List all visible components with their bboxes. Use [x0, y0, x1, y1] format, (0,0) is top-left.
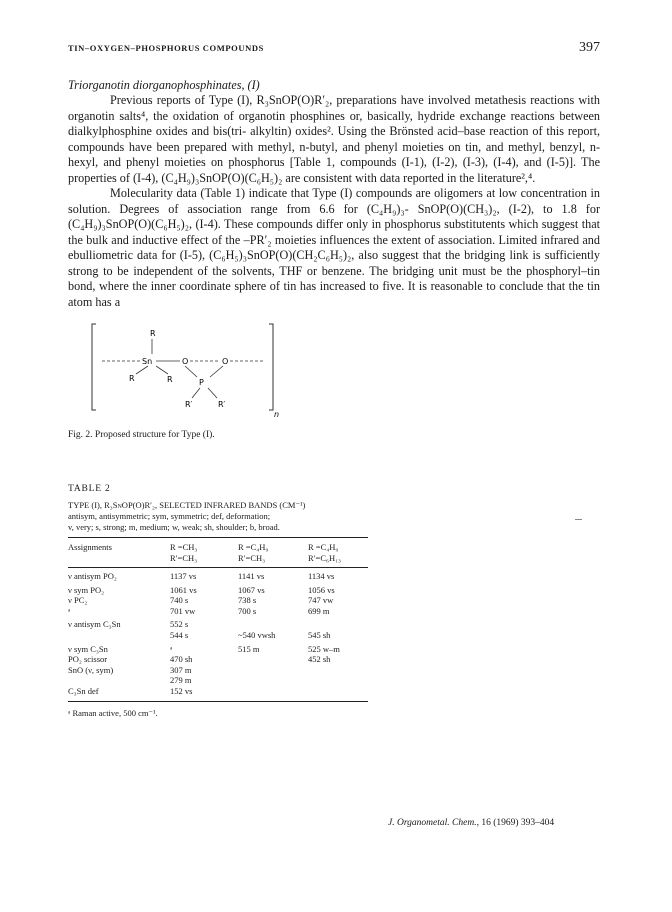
- label-r-left: R: [129, 374, 135, 383]
- paragraph-line: ebulliometric data for (I-5), (C₆H₅)₃SnOP(O)(CH₂C₆H₅)₂, also suggest that the: [68, 248, 461, 262]
- bond-p-r2: [208, 388, 217, 398]
- bond-p-r1: [192, 388, 200, 398]
- ir-table: [68, 537, 368, 702]
- paragraph-line: differ only in phosphorus substitutents which suggest that the bulk and inductive: [68, 217, 600, 247]
- bond-sn-r-mid: [156, 366, 168, 374]
- journal-citation: 16 (1969) 393–404: [481, 818, 555, 828]
- label-sn: Sn: [142, 357, 153, 366]
- running-title: TIN–OXYGEN–PHOSPHORUS COMPOUNDS: [68, 43, 264, 53]
- label-r-mid: R: [167, 375, 173, 384]
- page-number: 397: [579, 40, 600, 55]
- assignment-cell: C₃Sn def: [68, 685, 99, 696]
- header-col-1-r: R =CH₃: [170, 542, 198, 552]
- table-row: [68, 595, 368, 606]
- assignment-cell: ν PC₂: [68, 595, 88, 606]
- header-col-2-r: R =C₄H₉: [238, 542, 269, 552]
- running-head: [68, 40, 600, 56]
- table-title: [68, 500, 600, 511]
- assignment-cell: ν sym C₃Sn: [68, 643, 108, 654]
- band-cell: 1061 vs: [170, 584, 197, 595]
- assignment-cell: ᵃ: [68, 605, 71, 616]
- table-row: [68, 665, 368, 676]
- paragraph-line: Molecularity data (Table 1) indicate that Type (I) compounds are oligomers: [110, 186, 483, 200]
- band-cell: ᵃ: [170, 643, 173, 654]
- paragraph-2: [68, 186, 600, 310]
- figure-caption: Fig. 2. Proposed structure for Type (I).: [68, 430, 215, 440]
- header-col-3: [308, 542, 368, 564]
- table-note-2: v, very; s, strong; m, medium; w, weak; sh, shoulder; b, broad.: [68, 522, 280, 532]
- band-cell: 740 s: [170, 595, 189, 606]
- header-col-1: [170, 542, 238, 564]
- header-col-3-r: R =C₄H₉: [308, 542, 339, 552]
- bond-p-o: [210, 366, 223, 377]
- structure-diagram: [68, 314, 600, 430]
- label-r-prime2: R′: [218, 400, 226, 409]
- header-assignments: [68, 542, 170, 564]
- journal-name: J. Organometal. Chem.,: [388, 818, 479, 828]
- assignment-cell: ν sym PO₂: [68, 584, 105, 595]
- paragraph-line: The bridging unit must be the phosphoryl–tin bond, where the inner coordinate: [68, 263, 600, 293]
- header-col-2-rprime: R′=CH₃: [238, 553, 266, 563]
- paragraph-1: [68, 93, 600, 186]
- band-cell: 152 vs: [170, 685, 193, 696]
- band-cell: [238, 654, 308, 665]
- band-cell: 525 w–m: [308, 643, 340, 654]
- page: [68, 40, 600, 719]
- right-bracket: [269, 324, 273, 410]
- table-header-row: [68, 538, 368, 568]
- paragraph-line: bridging link is sufficiently strong to be independent of the solvents, THF or benzene.: [68, 248, 600, 278]
- band-cell: 747 vw: [308, 595, 334, 606]
- paragraph-line: alkyltin) oxides². Using the Brönsted acid–base reaction of this report, compounds: [68, 124, 601, 154]
- band-cell: 699 m: [308, 605, 330, 616]
- paragraph-line: with data reported in the literature²,⁴.: [355, 170, 536, 185]
- band-cell: 552 s: [170, 619, 189, 630]
- band-cell: 1067 vs: [238, 584, 265, 595]
- section-heading: Triorganotin diorganophosphinates, (I): [68, 78, 260, 92]
- band-cell: 544 s: [170, 629, 189, 640]
- table-row: [68, 606, 368, 617]
- label-p: P: [199, 378, 204, 387]
- assignment-cell: [68, 675, 170, 686]
- assignment-cell: ν antisym PO₂: [68, 571, 117, 581]
- table-row: [68, 675, 368, 686]
- table-footnote: ᵃ Raman active, 500 cm⁻¹.: [68, 707, 158, 718]
- band-cell: [238, 686, 308, 697]
- header-col-3-rprime: R′=C₆H₁₃: [308, 553, 342, 563]
- band-cell: 452 sh: [308, 654, 331, 665]
- margin-mark: [575, 519, 582, 520]
- band-cell: [308, 619, 368, 630]
- table-row: [68, 630, 368, 641]
- band-cell: [308, 675, 368, 686]
- table-row: [68, 571, 368, 582]
- band-cell: 545 sh: [308, 629, 331, 640]
- label-r-prime1: R′: [185, 400, 193, 409]
- paragraph-line: (I-3), (I-4), and (I-5)]. The properties of (I-4), (C₄H₉)₃SnOP(O)(C₆H₅)₂ are consistent: [68, 155, 601, 185]
- table-note-1: antisym, antisymmetric; sym, symmetric; def, deformation;: [68, 511, 271, 521]
- paragraph-line: sphere of tin has increased to five. It is reasonable to conclude that the tin atom has a: [68, 279, 600, 309]
- label-r-top: R: [150, 329, 156, 338]
- header-assignments-label: Assignments: [68, 542, 112, 552]
- table-row: [68, 585, 368, 596]
- band-cell: 1137 vs: [170, 571, 197, 581]
- table-label: TABLE 2: [68, 484, 111, 494]
- paragraph-line: metathesis reactions with organotin salts⁴, the oxidation of organotin phosphines or,: [68, 93, 600, 123]
- band-cell: 1141 vs: [238, 571, 265, 581]
- band-cell: 307 m: [170, 664, 192, 675]
- assignment-cell: PO₂ scissor: [68, 654, 108, 665]
- assignment-cell: ν antisym C₃Sn: [68, 619, 121, 630]
- journal-reference: [388, 818, 554, 828]
- paragraph-line: benzyl, n-hexyl, and phenyl moieties on phosphorus [Table 1, compounds (I-1), (I-2),: [68, 139, 601, 169]
- assignment-cell: SnO (ν, sym): [68, 664, 114, 675]
- paragraph-line: effect of the –PR′₂ moieties influences the extent of association. Limited infrared and: [180, 232, 600, 247]
- table-row: [68, 644, 368, 655]
- paragraph-line: have been prepared with methyl, n-butyl, and phenyl moieties on tin, and methyl,: [128, 139, 545, 154]
- label-n: n: [274, 410, 280, 419]
- table-body: [68, 568, 368, 701]
- table-row: [68, 654, 368, 665]
- band-cell: 470 sh: [170, 654, 193, 665]
- label-o1: O: [182, 357, 189, 366]
- band-cell: 515 m: [238, 643, 260, 654]
- band-cell: 1134 vs: [308, 571, 335, 581]
- band-cell: 700 s: [238, 605, 257, 616]
- paragraph-line: Previous reports of Type (I), R₃SnOP(O)R′₂, preparations have involved: [110, 93, 471, 107]
- band-cell: 738 s: [238, 595, 257, 606]
- bond-sn-r-left: [136, 366, 148, 374]
- band-cell: [238, 619, 308, 630]
- band-cell: [238, 665, 308, 676]
- bond-o-p: [185, 366, 197, 377]
- band-cell: 279 m: [170, 675, 192, 686]
- table-title-text: TYPE (I), R₃SnOP(O)R′₂, SELECTED INFRARED BANDS (CM⁻¹): [68, 500, 306, 510]
- paragraph-line: at low concentration in solution. Degrees of association range from 6.6 for (C₄H₉)₃-: [68, 186, 601, 216]
- header-col-2: [238, 542, 308, 564]
- band-cell: ~540 vwsh: [238, 629, 276, 640]
- assignment-cell: [68, 630, 170, 641]
- band-cell: [308, 665, 368, 676]
- structure-svg: [82, 314, 292, 426]
- paragraph-line: SnOP(O)(CH₃)₂, (I-2), to 1.8 for (C₄H₉)₃SnOP(O)(C₆H₅)₂, (I-4). These compounds: [68, 201, 601, 231]
- band-cell: [308, 686, 368, 697]
- band-cell: 1056 vs: [308, 584, 335, 595]
- band-cell: [238, 675, 308, 686]
- label-o2: O: [222, 357, 229, 366]
- table-row: [68, 619, 368, 630]
- paragraph-line: basically, hydride exchange reactions between dialkylphosphine oxides and bis(tri-: [68, 108, 601, 138]
- header-col-1-rprime: R′=CH₃: [170, 553, 198, 563]
- band-cell: 701 vw: [170, 605, 196, 616]
- table-row: [68, 686, 368, 697]
- left-bracket: [92, 324, 96, 410]
